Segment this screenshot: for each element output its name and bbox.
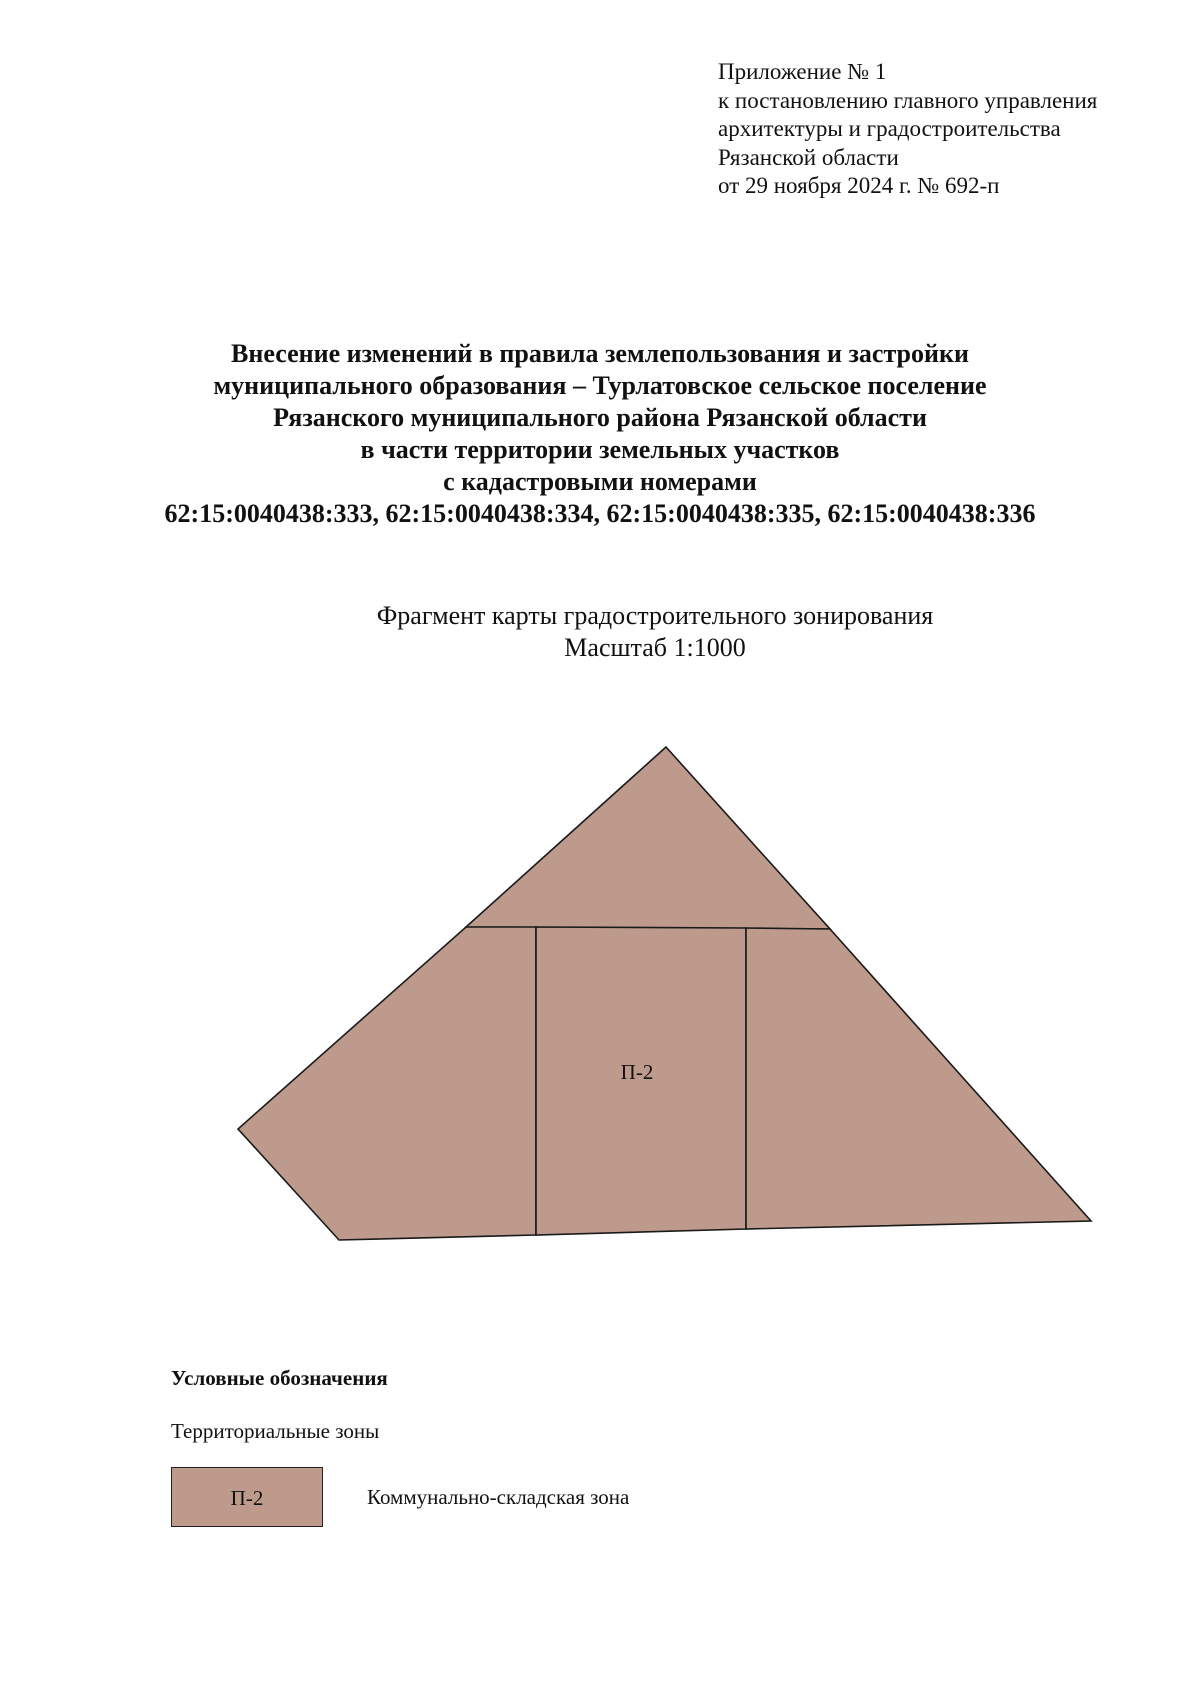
appendix-number: Приложение № 1 bbox=[718, 59, 887, 84]
legend-swatch-p2: П-2 bbox=[171, 1467, 323, 1527]
appendix-region: Рязанской области bbox=[718, 144, 899, 170]
parcel-right bbox=[746, 928, 1091, 1229]
title-line-3: Рязанского муниципального района Рязанской области bbox=[273, 403, 927, 432]
title-line-1: Внесение изменений в правила землепользования и застройки bbox=[231, 339, 969, 368]
map-scale: Масштаб 1:1000 bbox=[564, 633, 746, 662]
title-line-2: муниципального образования – Турлатовское сельское поселение bbox=[213, 371, 987, 400]
title-line-4: в части территории земельных участков bbox=[360, 435, 840, 464]
legend-section-title: Территориальные зоны bbox=[171, 1419, 380, 1443]
appendix-authority: архитектуры и градостроительства bbox=[718, 116, 1061, 141]
appendix-reference: к постановлению главного управления bbox=[718, 87, 1098, 113]
legend-description-p2: Коммунально-складская зона bbox=[367, 1485, 630, 1509]
map-zone-label: П-2 bbox=[620, 1060, 654, 1084]
legend-title: Условные обозначения bbox=[171, 1366, 388, 1390]
parcel-left bbox=[238, 927, 536, 1240]
zone-parcels bbox=[238, 747, 1091, 1240]
title-line-5: с кадастровыми номерами bbox=[443, 467, 757, 496]
title-cadastral-numbers: 62:15:0040438:333, 62:15:0040438:334, 62:15:0040438:335, 62:15:0040438:336 bbox=[164, 499, 1036, 528]
parcel-top-triangle bbox=[466, 747, 830, 929]
appendix-date-number: от 29 ноября 2024 г. № 692-п bbox=[718, 173, 1000, 198]
map-name: Фрагмент карты градостроительного зонирования bbox=[376, 601, 934, 630]
